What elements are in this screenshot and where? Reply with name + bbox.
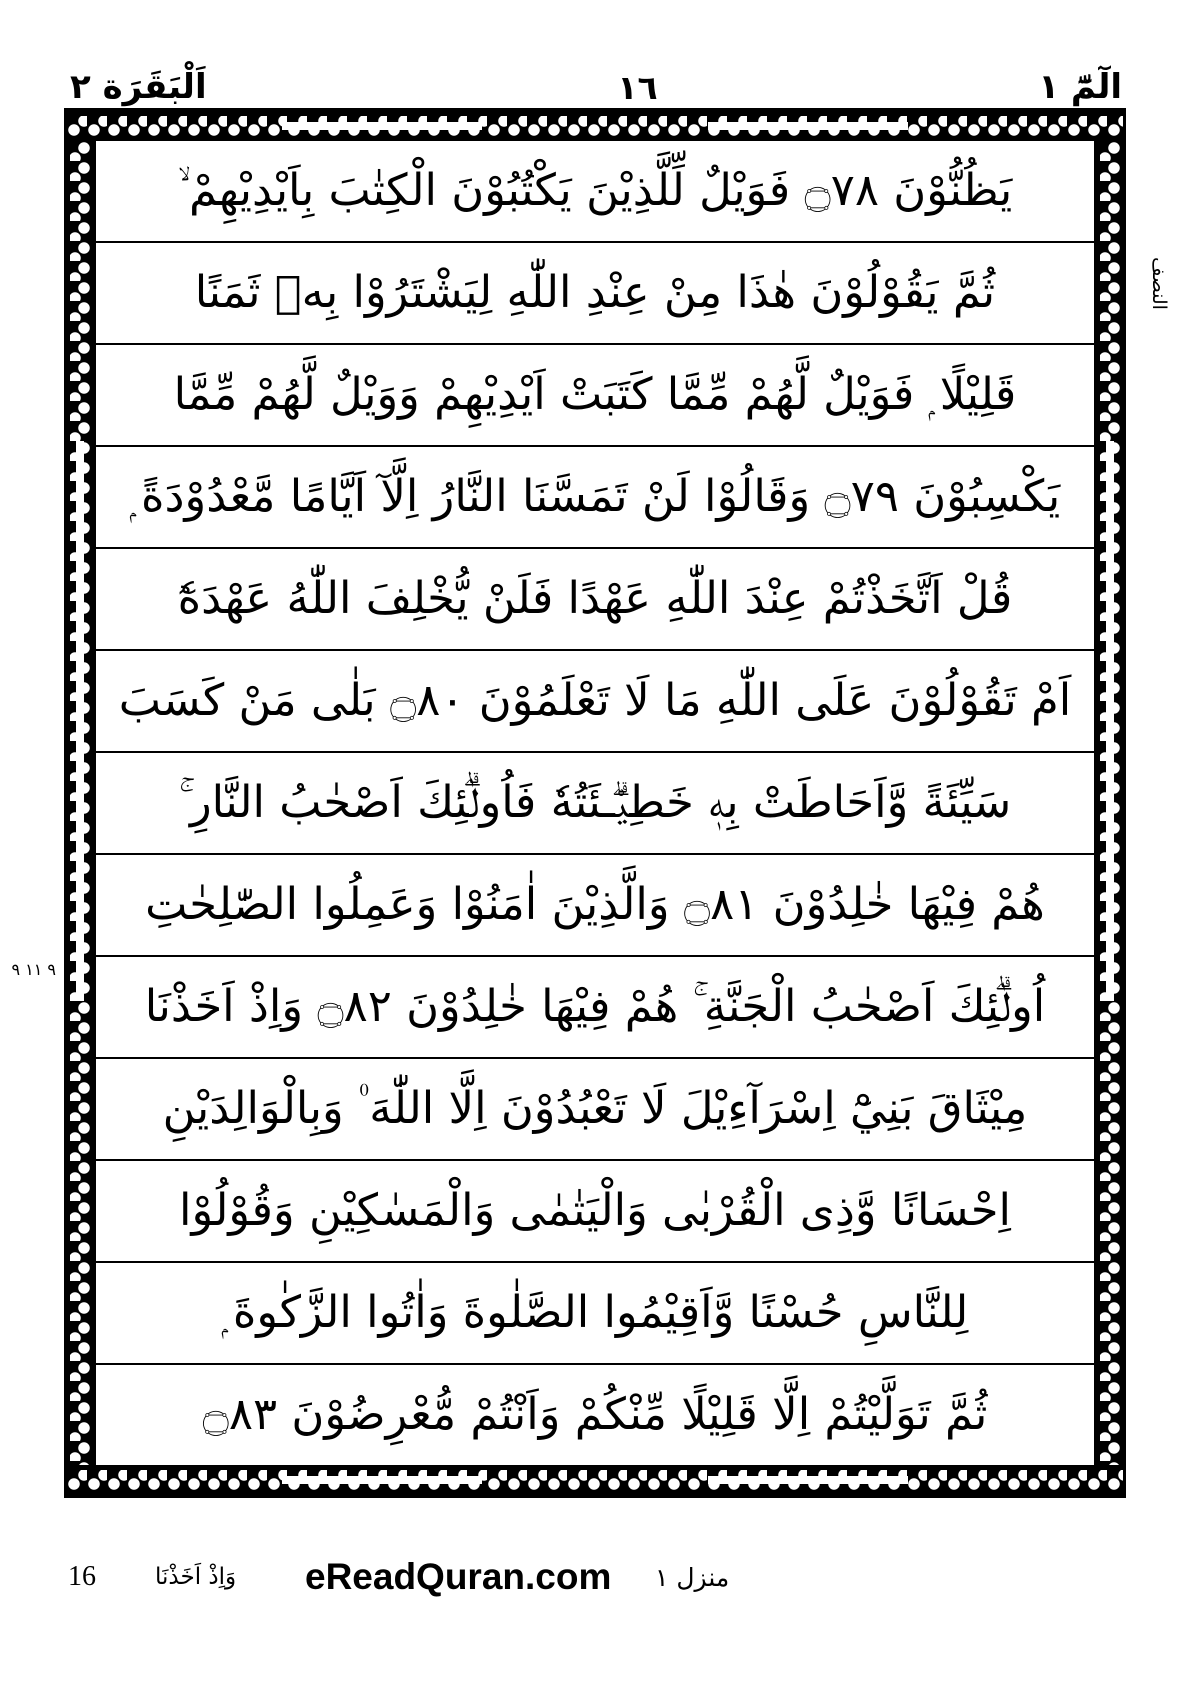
page-number-latin: 16 xyxy=(68,1561,96,1592)
scrollwork-ornament-icon xyxy=(67,1470,1123,1490)
ayah-line-text: مِيْثَاقَ بَنِيْٓ اِسْرَآءِيْلَ لَا تَعْبُدُوْنَ اِلَّا اللّٰهَ ۠ وَبِالْوَالِدَيْنِ xyxy=(162,1083,1028,1134)
ayah-line-3[interactable] xyxy=(96,345,1094,447)
ayah-line-13[interactable] xyxy=(96,1365,1094,1465)
scrollwork-ornament-icon xyxy=(67,116,1123,136)
ayah-line-12[interactable] xyxy=(96,1263,1094,1365)
ayah-line-2[interactable] xyxy=(96,243,1094,345)
ornamental-frame xyxy=(64,108,1126,1498)
ayah-line-11[interactable] xyxy=(96,1161,1094,1263)
manzil-marker: منزل ١ xyxy=(655,1562,730,1592)
site-brand[interactable]: eReadQuran.com xyxy=(305,1556,612,1597)
ayah-line-text: قُلْ اَتَّخَذْتُمْ عِنْدَ اللّٰهِ عَهْدًا فَلَنْ يُّخْلِفَ اللّٰهُ عَهْدَهٗٓ xyxy=(177,573,1013,624)
ayah-line-text: ثُمَّ تَوَلَّيْتُمْ اِلَّا قَلِيْلًا مِّنْكُمْ وَاَنْتُمْ مُّعْرِضُوْنَ ۝٨٣ xyxy=(202,1389,988,1440)
ayah-line-7[interactable] xyxy=(96,753,1094,855)
ayah-line-text: اِحْسَانًا وَّذِى الْقُرْبٰى وَالْيَتٰمٰى وَالْمَسٰكِيْنِ وَقُوْلُوْا xyxy=(179,1185,1011,1236)
page-footer xyxy=(60,1554,1130,1600)
band-gap-right xyxy=(708,1476,908,1484)
band-gap-left xyxy=(282,1476,482,1484)
ayah-line-text: يَكْسِبُوْنَ ۝٧٩ وَقَالُوْا لَنْ تَمَسَّنَا النَّارُ اِلَّآ اَيَّامًا مَّعْدُوْدَةً ۭ xyxy=(129,471,1061,522)
surah-title: اَلْبَقَرَة ٢ xyxy=(70,67,207,108)
ayah-line-text: هُمْ فِيْهَا خٰلِدُوْنَ ۝٨١ وَالَّذِيْنَ اٰمَنُوْا وَعَمِلُوا الصّٰلِحٰتِ xyxy=(145,879,1045,930)
band-gap-left xyxy=(282,122,482,130)
frame-bottom-band xyxy=(67,1465,1123,1495)
catchword: وَاِذْ اَخَذْنَا xyxy=(155,1564,237,1590)
ayah-line-8[interactable] xyxy=(96,855,1094,957)
page-number-arabic: ١٦ xyxy=(617,68,658,108)
ayah-line-text: سَيِّئَةً وَّاَحَاطَتْ بِهٖ خَطِيْۗـئَتُهٗ فَاُولٰۗئِكَ اَصْحٰبُ النَّارِ ۚ xyxy=(178,777,1012,828)
ayah-line-text: اُولٰۗئِكَ اَصْحٰبُ الْجَنَّةِ ۚ هُمْ فِيْهَا خٰلِدُوْنَ ۝٨٢ وَاِذْ اَخَذْنَا xyxy=(144,981,1046,1032)
ayah-line-text: يَظُنُّوْنَ ۝٧٨ فَوَيْلٌ لِّلَّذِيْنَ يَكْتُبُوْنَ الْكِتٰبَ بِاَيْدِيْهِمْ ۙ xyxy=(177,165,1013,216)
ayah-line-text: اَمْ تَقُوْلُوْنَ عَلَى اللّٰهِ مَا لَا تَعْلَمُوْنَ ۝٨٠ بَلٰى مَنْ كَسَبَ xyxy=(118,675,1072,726)
band-gap-right xyxy=(708,122,908,130)
band-gap-vertical xyxy=(76,441,84,1001)
juz-title: الٓمّٓ ١ xyxy=(1038,67,1122,108)
ayah-line-5[interactable] xyxy=(96,549,1094,651)
ruku-marker: ٩ ١١ ٩ xyxy=(11,960,56,979)
frame-top-band xyxy=(67,111,1123,141)
ayah-line-text: قَلِيْلًا ۭ فَوَيْلٌ لَّهُمْ مِّمَّا كَتَبَتْ اَيْدِيْهِمْ وَوَيْلٌ لَّهُمْ مِّمَّا xyxy=(173,369,1017,420)
nisf-half-marker: النصف xyxy=(1148,257,1170,310)
ayah-line-6[interactable] xyxy=(96,651,1094,753)
ayah-line-text: ثُمَّ يَقُوْلُوْنَ هٰذَا مِنْ عِنْدِ اللّٰهِ لِيَشْتَرُوْا بِهٖ ثَمَنًا xyxy=(194,267,996,318)
ayah-line-9[interactable] xyxy=(96,957,1094,1059)
band-gap-vertical xyxy=(1106,441,1114,1001)
ayah-line-text: لِلنَّاسِ حُسْنًا وَّاَقِيْمُوا الصَّلٰوةَ وَاٰتُوا الزَّكٰوةَ ۭ xyxy=(221,1287,969,1338)
ayah-line-10[interactable] xyxy=(96,1059,1094,1161)
ayah-line-1[interactable] xyxy=(96,141,1094,243)
frame-right-band xyxy=(1097,141,1123,1465)
ayah-line-4[interactable] xyxy=(96,447,1094,549)
ayah-text-block xyxy=(93,141,1097,1465)
frame-left-band xyxy=(67,141,93,1465)
page-header xyxy=(60,46,1130,106)
